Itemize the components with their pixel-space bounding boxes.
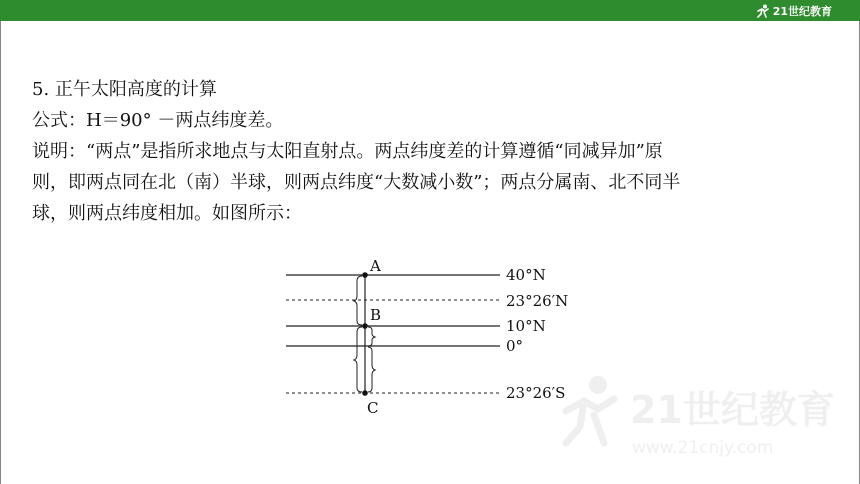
point-b-dot [362, 323, 368, 329]
point-b-label: B [370, 306, 382, 324]
explanation-line-3: 球，则两点纬度相加。如图所示： [32, 203, 302, 224]
lat-label-equator: 0° [506, 337, 524, 355]
explanation-line-2: 则，即两点同在北（南）半球，则两点纬度“大数减小数”；两点分属南、北不同半 [32, 172, 681, 193]
lat-label-2326s: 23°26′S [506, 384, 566, 402]
lat-label-10n: 10°N [506, 317, 546, 335]
brace-equator-c [368, 347, 375, 392]
brand-logo-text: 21世纪教育 [772, 4, 832, 18]
explanation-line-1: 说明：“两点”是指所求地点与太阳直射点。两点纬度差的计算遵循“同减异加”原 [32, 141, 663, 162]
lat-label-40n: 40°N [506, 266, 546, 284]
brace-b-c [354, 327, 362, 392]
formula-line: 公式：H＝90° －两点纬度差。 [32, 110, 284, 131]
point-c-dot [362, 390, 368, 396]
lat-label-2326n: 23°26′N [506, 292, 569, 310]
point-c-label: C [367, 399, 379, 417]
section-heading: 5. 正午太阳高度的计算 [32, 79, 217, 100]
point-a-dot [362, 272, 368, 278]
point-a-label: A [370, 257, 381, 275]
watermark-url: www.21cnjy.com [632, 438, 774, 458]
brace-b-equator [368, 327, 375, 346]
watermark-text: 21世纪教育 [630, 388, 835, 432]
